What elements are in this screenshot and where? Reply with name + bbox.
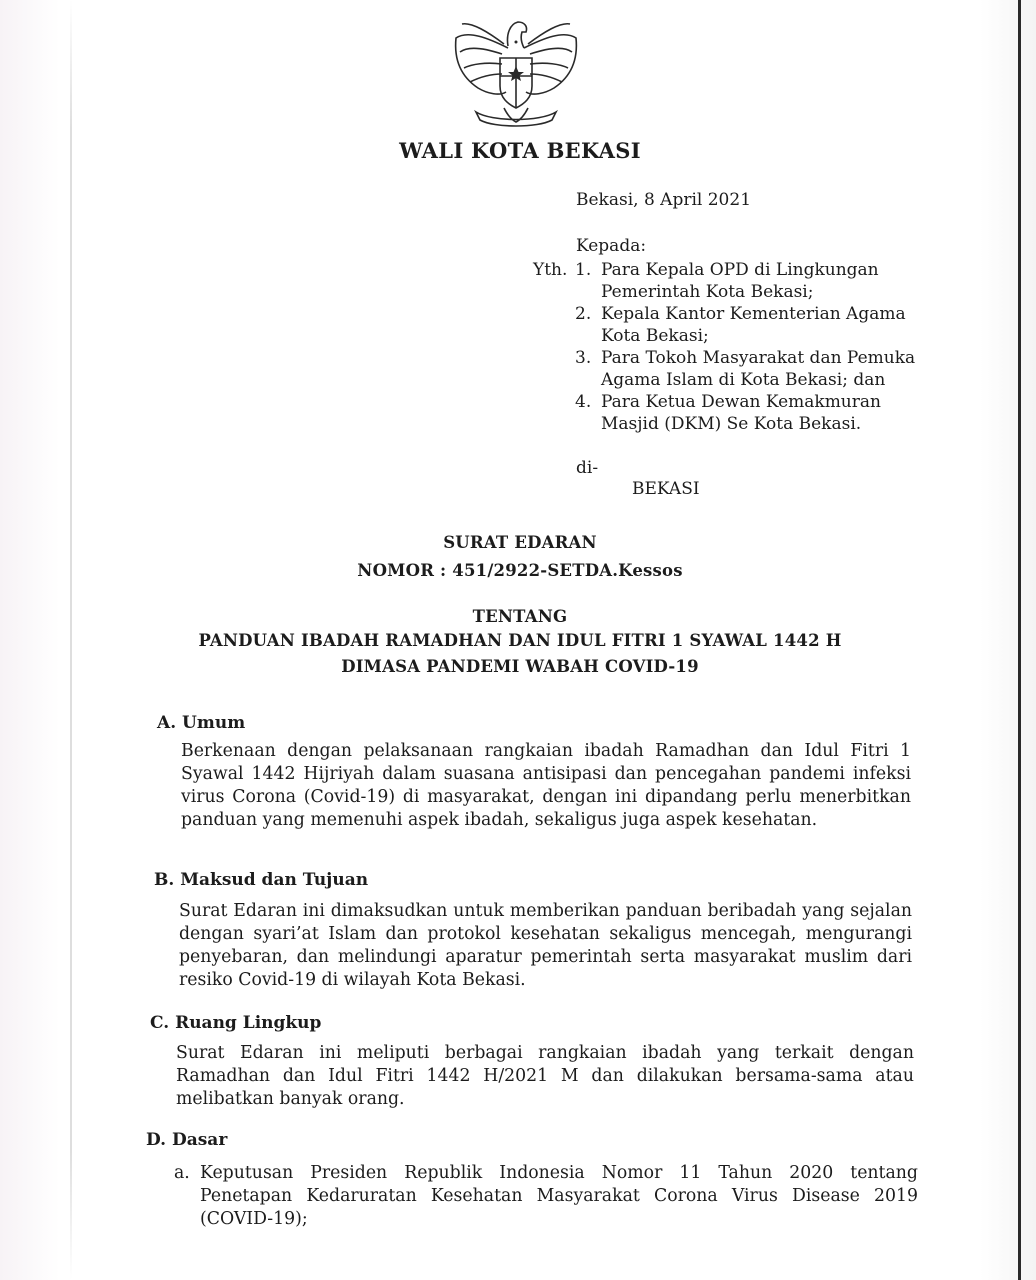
section-b-body: Surat Edaran ini dimaksudkan untuk memberikan panduan beribadah yang sejalan dengan syari’at Islam dan protokol kesehatan sekaligus mencegah, mengurangi penyebaran, dan melindungi aparatur pemerintah serta masyarakat muslim dari resiko Covid-19 di wilayah Kota Bekasi. <box>179 901 912 990</box>
section-c-heading: C. Ruang Lingkup <box>150 1013 322 1033</box>
recipient-list <box>533 259 933 435</box>
subject-line-1: PANDUAN IBADAH RAMADHAN DAN IDUL FITRI 1 SYAWAL 1442 H <box>198 631 842 650</box>
section-d-heading: D. Dasar <box>146 1130 228 1150</box>
list-marker: a. <box>174 1163 190 1183</box>
recipient-item <box>533 391 933 435</box>
garuda-pancasila-emblem-icon <box>448 8 584 132</box>
list-item <box>174 1162 918 1231</box>
letter-date: Bekasi, 8 April 2021 <box>576 190 752 210</box>
destination-city: BEKASI <box>632 479 700 499</box>
recipient-number: 3. <box>575 348 592 368</box>
recipient-number: 2. <box>575 304 592 324</box>
document-type: SURAT EDARAN <box>443 533 597 552</box>
subject-line-2: DIMASA PANDEMI WABAH COVID-19 <box>341 657 699 676</box>
recipient-item <box>533 347 933 391</box>
recipient-text: Kepala Kantor Kementerian Agama Kota Bekasi; <box>601 304 906 346</box>
recipient-text: Para Kepala OPD di Lingkungan Pemerintah Kota Bekasi; <box>601 260 879 302</box>
section-c-body: Surat Edaran ini meliputi berbagai rangkaian ibadah yang terkait dengan Ramadhan dan Idul Fitri 1442 H/2021 M dan dilakukan bersama-sama atau melibatkan banyak orang. <box>176 1043 914 1109</box>
recipient-text: Para Tokoh Masyarakat dan Pemuka Agama Islam di Kota Bekasi; dan <box>601 348 916 390</box>
office-title: WALI KOTA BEKASI <box>399 138 641 163</box>
section-a-heading: A. Umum <box>157 713 246 733</box>
recipient-item <box>533 259 933 303</box>
recipient-number: 1. <box>575 260 592 280</box>
recipient-label: Kepada: <box>576 236 647 256</box>
recipient-number: 4. <box>575 392 592 412</box>
di-label: di- <box>576 458 599 478</box>
document-number: NOMOR : 451/2922-SETDA.Kessos <box>357 561 683 580</box>
recipient-text: Para Ketua Dewan Kemakmuran Masjid (DKM) Se Kota Bekasi. <box>601 392 881 434</box>
section-b-heading: B. Maksud dan Tujuan <box>154 870 369 890</box>
about-label: TENTANG <box>472 607 568 626</box>
list-text: Keputusan Presiden Republik Indonesia Nomor 11 Tahun 2020 tentang Penetapan Kedaruratan Kesehatan Masyarakat Corona Virus Disease 2019 (COVID-19); <box>200 1163 918 1229</box>
recipient-item <box>533 303 933 347</box>
page-right-border <box>1018 0 1021 1280</box>
section-a-body: Berkenaan dengan pelaksanaan rangkaian ibadah Ramadhan dan Idul Fitri 1 Syawal 1442 Hijriyah dalam suasana antisipasi dan pencegahan pandemi infeksi virus Corona (Covid-19) di masyarakat, dengan ini dipandang perlu menerbitkan panduan yang memenuhi aspek ibadah, sekaligus juga aspek kesehatan. <box>181 741 911 830</box>
yth-label: Yth. <box>533 260 568 280</box>
scan-shadow-line <box>70 0 72 1280</box>
